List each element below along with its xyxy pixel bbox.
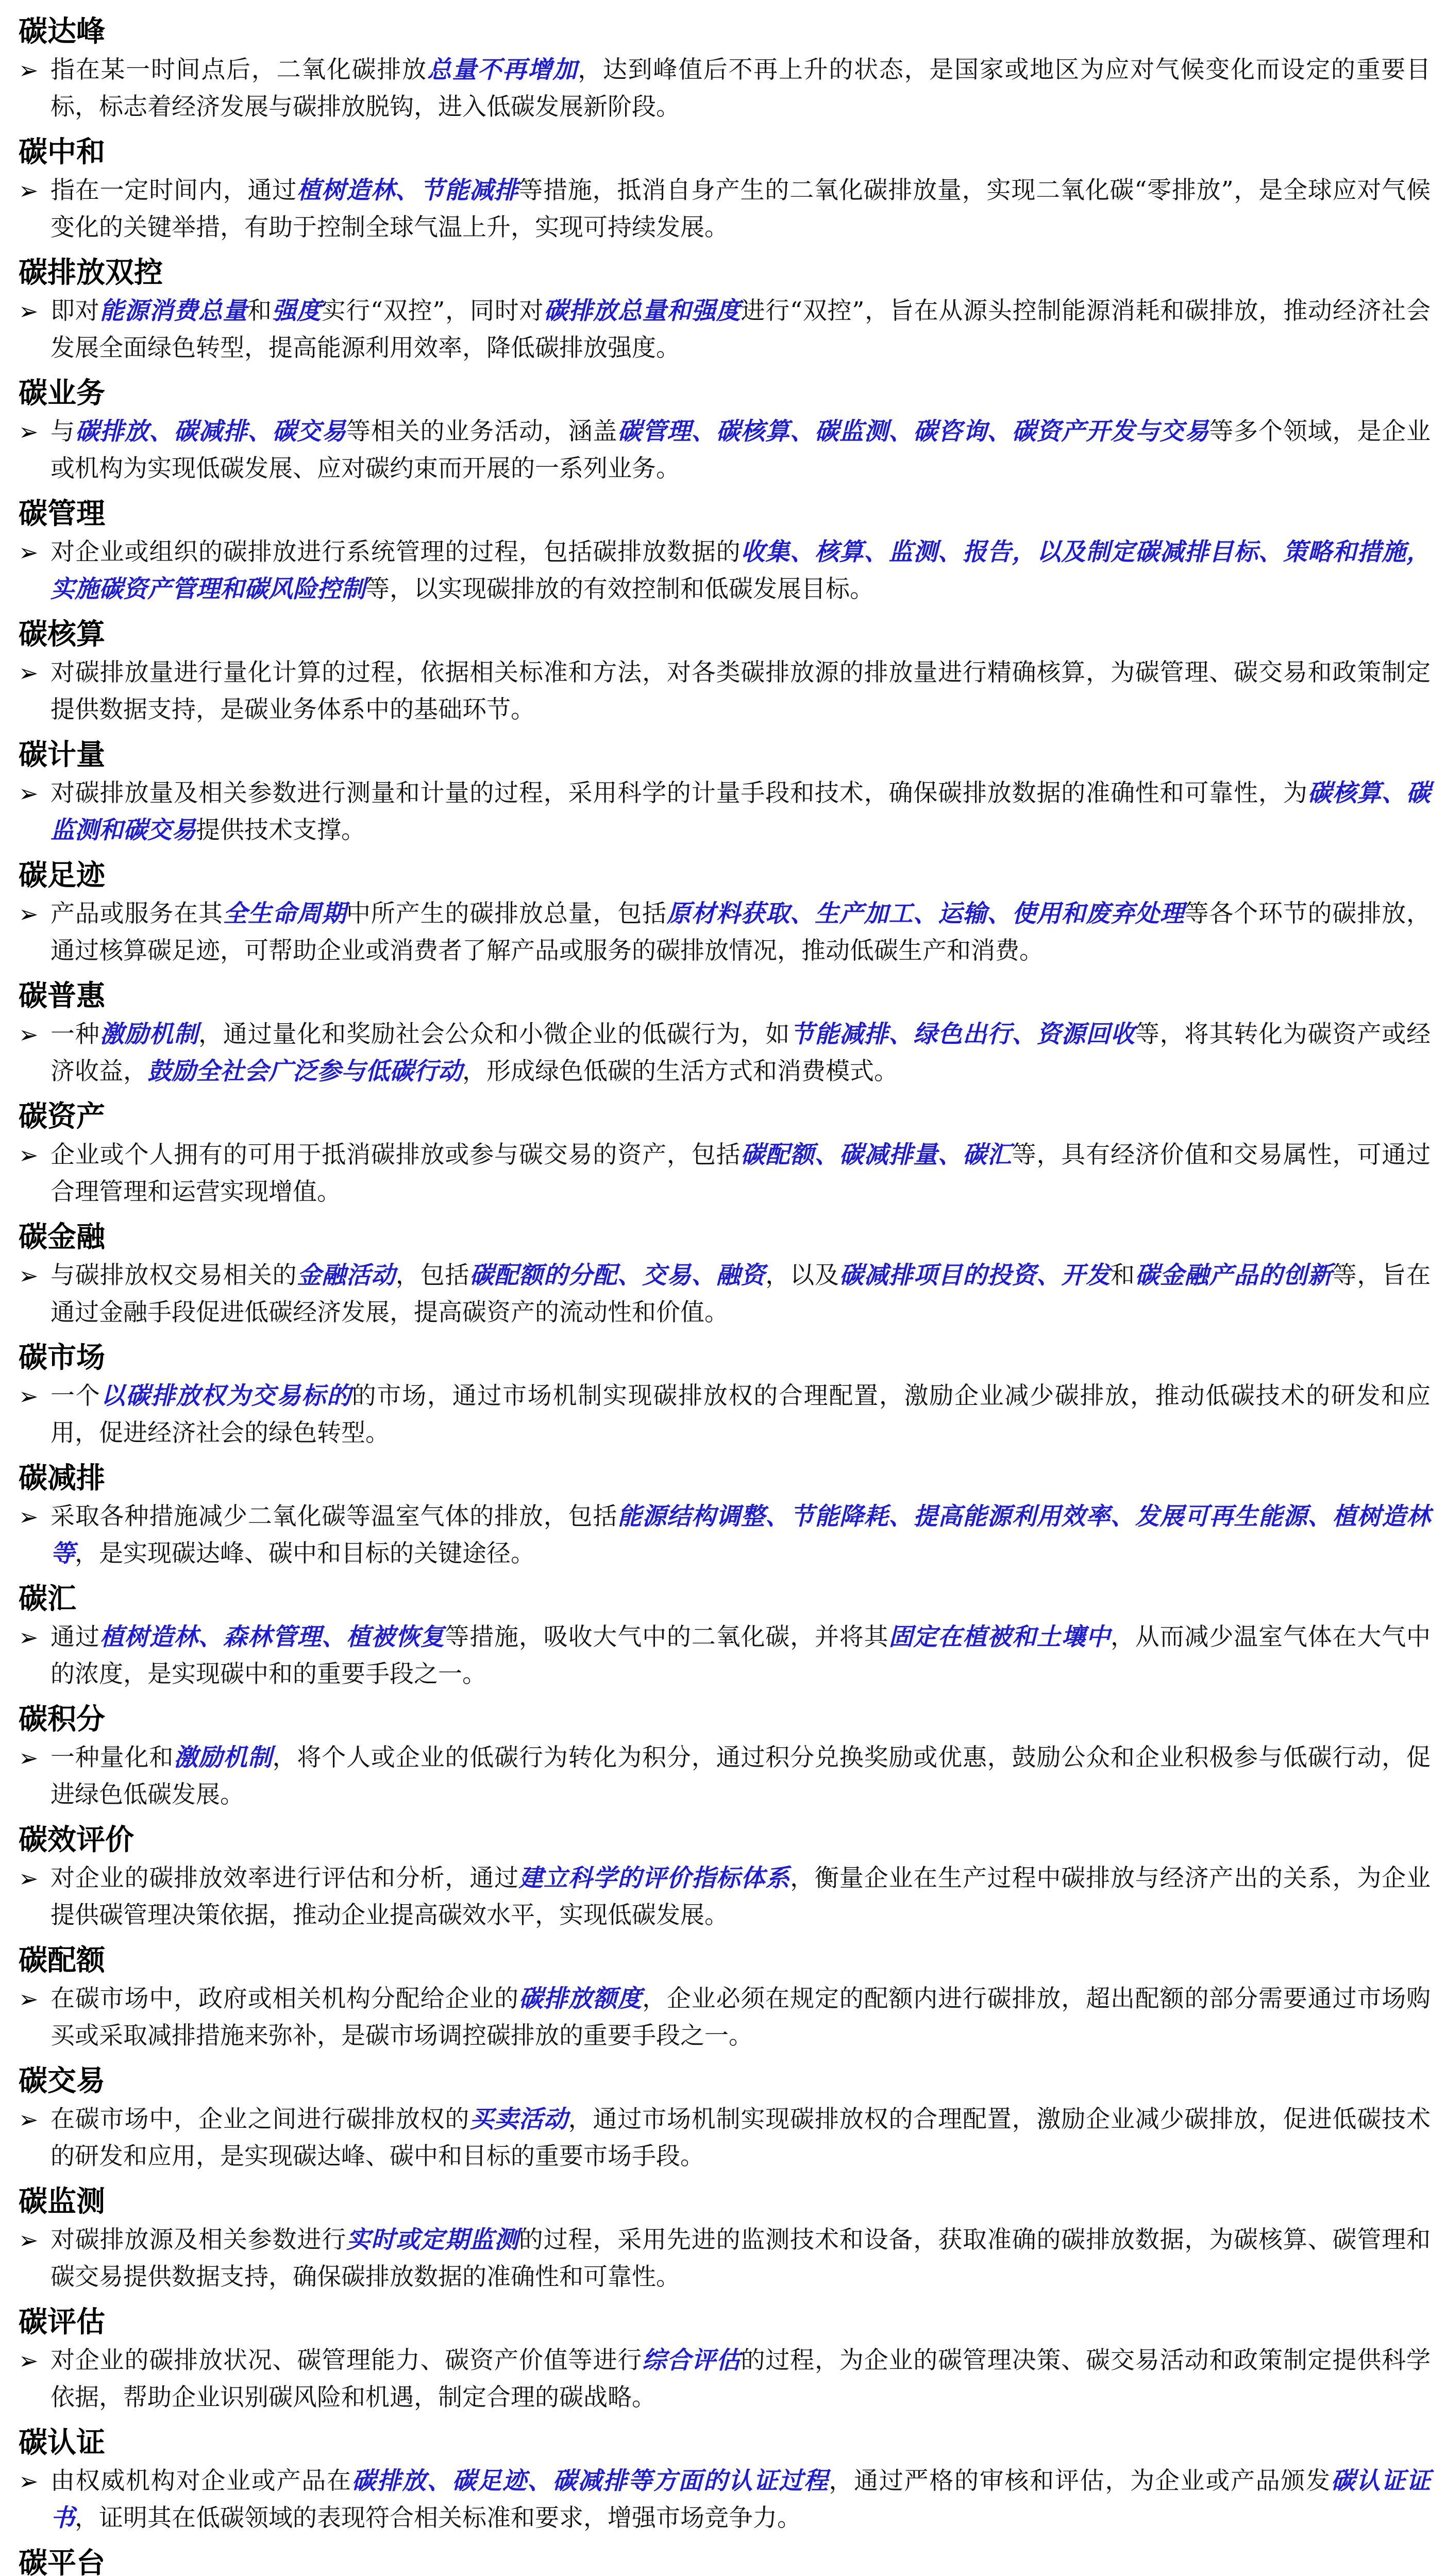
highlighted-phrase: 鼓励全社会广泛参与低碳行动 bbox=[147, 1057, 462, 1086]
description-text: 在碳市场中，政府或相关机构分配给企业的 bbox=[51, 1985, 519, 2013]
description-text: 等多个领域，是企业或机构为实现低碳发展、应对碳约束而开展的一系列业务。 bbox=[51, 417, 1431, 483]
highlighted-phrase: 强度 bbox=[272, 297, 322, 325]
term-heading: 碳汇 bbox=[19, 1582, 76, 1616]
arrow-bullet-icon: ➢ bbox=[19, 1865, 39, 1892]
highlighted-phrase: 碳减排项目的投资、开发 bbox=[839, 1261, 1111, 1290]
definition-row bbox=[19, 1257, 1431, 1331]
arrow-bullet-icon: ➢ bbox=[19, 659, 39, 687]
term-heading: 碳金融 bbox=[19, 1221, 105, 1254]
description-text: 等各个环节的碳排放，通过核算碳足迹，可帮助企业或消费者了解产品或服务的碳排放情况，推动低碳生产和消费。 bbox=[51, 900, 1431, 965]
glossary-entry bbox=[19, 495, 1431, 608]
term-heading: 碳监测 bbox=[19, 2185, 105, 2218]
description-text: ，衡量企业在生产过程中碳排放与经济产出的关系，为企业提供碳管理决策依据，推动企业提高碳效水平，实现低碳发展。 bbox=[51, 1864, 1431, 1929]
definition-text bbox=[51, 534, 1431, 608]
definition-text bbox=[51, 1980, 1431, 2055]
highlighted-phrase: 碳排放额度 bbox=[518, 1985, 643, 2013]
highlighted-phrase: 激励机制 bbox=[174, 1743, 273, 1772]
definition-text bbox=[51, 2463, 1431, 2537]
term-heading: 碳中和 bbox=[19, 135, 105, 169]
description-text: 即对 bbox=[51, 297, 100, 325]
highlighted-phrase: 固定在植被和土壤中 bbox=[888, 1623, 1111, 1651]
description-text: 的过程，采用先进的监测技术和设备，获取准确的碳排放数据，为碳核算、碳管理和碳交易提供数据支持，确保碳排放数据的准确性和可靠性。 bbox=[51, 2226, 1431, 2291]
definition-row bbox=[19, 1980, 1431, 2055]
term-heading: 碳足迹 bbox=[19, 859, 105, 892]
description-text: ，企业必须在规定的配额内进行碳排放，超出配额的部分需要通过市场购买或采取减排措施来弥补，是碳市场调控碳排放的重要手段之一。 bbox=[51, 1985, 1431, 2050]
glossary-page bbox=[19, 5, 1431, 2576]
term-heading: 碳交易 bbox=[19, 2064, 105, 2098]
definition-text bbox=[51, 2222, 1431, 2296]
description-text: 的过程，为企业的碳管理决策、碳交易活动和政策制定提供科学依据，帮助企业识别碳风险和机遇，制定合理的碳战略。 bbox=[51, 2346, 1431, 2412]
highlighted-phrase: 碳核算、碳监测和碳交易 bbox=[51, 779, 1431, 844]
highlighted-phrase: 节能减排、绿色出行、资源回收 bbox=[790, 1020, 1135, 1048]
definition-text bbox=[51, 1016, 1431, 1090]
description-text: 产品或服务在其 bbox=[51, 900, 223, 928]
arrow-bullet-icon: ➢ bbox=[19, 1503, 39, 1531]
arrow-bullet-icon: ➢ bbox=[19, 56, 39, 84]
glossary-entry bbox=[19, 2182, 1431, 2296]
definition-row bbox=[19, 895, 1431, 970]
description-text: 一种 bbox=[51, 1020, 100, 1048]
term-heading: 碳评估 bbox=[19, 2306, 105, 2339]
definition-row bbox=[19, 172, 1431, 246]
description-text: ，证明其在低碳领域的表现符合相关标准和要求，增强市场竞争力。 bbox=[75, 2504, 801, 2532]
definition-text bbox=[51, 1137, 1431, 1211]
highlighted-phrase: 碳排放、碳减排、碳交易 bbox=[75, 417, 347, 446]
description-text: 中所产生的碳排放总量，包括 bbox=[346, 900, 667, 928]
glossary-entry bbox=[19, 2544, 1431, 2576]
definition-text bbox=[51, 1739, 1431, 1814]
glossary-entry bbox=[19, 1700, 1431, 1814]
term-heading: 碳市场 bbox=[19, 1341, 105, 1375]
glossary-entry bbox=[19, 1941, 1431, 2055]
arrow-bullet-icon: ➢ bbox=[19, 538, 39, 566]
arrow-bullet-icon: ➢ bbox=[19, 1985, 39, 2013]
arrow-bullet-icon: ➢ bbox=[19, 1744, 39, 1772]
arrow-bullet-icon: ➢ bbox=[19, 1021, 39, 1048]
glossary-entry bbox=[19, 2062, 1431, 2175]
description-text: 与 bbox=[51, 417, 75, 446]
term-heading: 碳排放双控 bbox=[19, 256, 163, 290]
description-text: ，通过量化和奖励社会公众和小微企业的低碳行为，如 bbox=[198, 1020, 791, 1048]
glossary-entry bbox=[19, 736, 1431, 849]
definition-row bbox=[19, 2101, 1431, 2175]
highlighted-phrase: 实时或定期监测 bbox=[346, 2226, 519, 2254]
arrow-bullet-icon: ➢ bbox=[19, 900, 39, 928]
definition-row bbox=[19, 1860, 1431, 1934]
description-text: ，达到峰值后不再上升的状态，是国家或地区为应对气候变化而设定的重要目标，标志着经济发展与碳排放脱钩，进入低碳发展新阶段。 bbox=[51, 56, 1431, 121]
description-text: 采取各种措施减少二氧化碳等温室气体的排放，包括 bbox=[51, 1502, 618, 1531]
highlighted-phrase: 碳管理、碳核算、碳监测、碳咨询、碳资产开发与交易 bbox=[617, 417, 1209, 446]
definition-text bbox=[51, 172, 1431, 246]
description-text: ，将个人或企业的低碳行为转化为积分，通过积分兑换奖励或优惠，鼓励公众和企业积极参与低碳行动，促进绿色低碳发展。 bbox=[51, 1743, 1431, 1809]
definition-text bbox=[51, 1498, 1431, 1572]
description-text: 指在一定时间内，通过 bbox=[51, 176, 297, 205]
highlighted-phrase: 原材料获取、生产加工、运输、使用和废弃处理 bbox=[666, 900, 1185, 928]
highlighted-phrase: 植树造林、节能减排 bbox=[297, 176, 519, 205]
definition-row bbox=[19, 2342, 1431, 2416]
arrow-bullet-icon: ➢ bbox=[19, 2106, 39, 2133]
term-heading: 碳积分 bbox=[19, 1703, 105, 1736]
definition-text bbox=[51, 1378, 1431, 1452]
glossary-entry bbox=[19, 374, 1431, 487]
glossary-entry bbox=[19, 253, 1431, 367]
arrow-bullet-icon: ➢ bbox=[19, 1262, 39, 1290]
description-text: 实行“双控”，同时对 bbox=[321, 297, 544, 325]
definition-row bbox=[19, 1378, 1431, 1452]
arrow-bullet-icon: ➢ bbox=[19, 1623, 39, 1651]
term-heading: 碳达峰 bbox=[19, 15, 105, 48]
highlighted-phrase: 能源结构调整、节能降耗、提高能源利用效率、发展可再生能源、植树造林等 bbox=[51, 1502, 1431, 1568]
highlighted-phrase: 金融活动 bbox=[297, 1261, 396, 1290]
definition-text bbox=[51, 1257, 1431, 1331]
glossary-entry bbox=[19, 2303, 1431, 2416]
definition-row bbox=[19, 2463, 1431, 2537]
definition-row bbox=[19, 52, 1431, 126]
highlighted-phrase: 碳配额的分配、交易、融资 bbox=[469, 1261, 766, 1290]
description-text: 等措施，抵消自身产生的二氧化碳排放量，实现二氧化碳“零排放”，是全球应对气候变化的关键举措，有助于控制全球气温上升，实现可持续发展。 bbox=[51, 176, 1431, 242]
description-text: 指在某一时间点后，二氧化碳排放 bbox=[51, 56, 427, 84]
description-text: 对碳排放量及相关参数进行测量和计量的过程，采用科学的计量手段和技术，确保碳排放数据的准确性和可靠性，为 bbox=[51, 779, 1308, 807]
glossary-entry bbox=[19, 977, 1431, 1090]
description-text: ，是实现碳达峰、碳中和目标的关键途径。 bbox=[75, 1539, 535, 1568]
definition-text bbox=[51, 413, 1431, 487]
definition-text bbox=[51, 1619, 1431, 1693]
definition-row bbox=[19, 1137, 1431, 1211]
arrow-bullet-icon: ➢ bbox=[19, 1382, 39, 1410]
glossary-entry bbox=[19, 2424, 1431, 2537]
description-text: 和 bbox=[1111, 1261, 1135, 1290]
description-text: 在碳市场中，企业之间进行碳排放权的 bbox=[51, 2105, 470, 2133]
definition-row bbox=[19, 293, 1431, 367]
arrow-bullet-icon: ➢ bbox=[19, 418, 39, 446]
highlighted-phrase: 收集、核算、监测、报告，以及制定碳减排目标、策略和措施，实施碳资产管理和碳风险控制 bbox=[51, 538, 1431, 603]
term-heading: 碳管理 bbox=[19, 497, 105, 531]
definition-text bbox=[51, 895, 1431, 970]
glossary-entry bbox=[19, 1580, 1431, 1693]
definition-row bbox=[19, 1498, 1431, 1572]
description-text: 对碳排放量进行量化计算的过程，依据相关标准和方法，对各类碳排放源的排放量进行精确核算，为碳管理、碳交易和政策制定提供数据支持，是碳业务体系中的基础环节。 bbox=[51, 658, 1431, 724]
arrow-bullet-icon: ➢ bbox=[19, 2467, 39, 2495]
arrow-bullet-icon: ➢ bbox=[19, 2226, 39, 2254]
description-text: 与碳排放权交易相关的 bbox=[51, 1261, 297, 1290]
glossary-entry bbox=[19, 856, 1431, 970]
term-heading: 碳计量 bbox=[19, 738, 105, 772]
highlighted-phrase: 综合评估 bbox=[642, 2346, 741, 2375]
description-text: 企业或个人拥有的可用于抵消碳排放或参与碳交易的资产，包括 bbox=[51, 1141, 741, 1169]
arrow-bullet-icon: ➢ bbox=[19, 2347, 39, 2375]
term-heading: 碳普惠 bbox=[19, 979, 105, 1013]
definition-row bbox=[19, 1739, 1431, 1814]
description-text: 和 bbox=[247, 297, 272, 325]
definition-row bbox=[19, 775, 1431, 849]
description-text: 等，具有经济价值和交易属性，可通过合理管理和运营实现增值。 bbox=[51, 1141, 1431, 1206]
highlighted-phrase: 全生命周期 bbox=[223, 900, 347, 928]
arrow-bullet-icon: ➢ bbox=[19, 779, 39, 807]
highlighted-phrase: 碳配额、碳减排量、碳汇 bbox=[741, 1141, 1012, 1169]
term-heading: 碳业务 bbox=[19, 377, 105, 410]
description-text: 对企业或组织的碳排放进行系统管理的过程，包括碳排放数据的 bbox=[51, 538, 741, 566]
description-text: ，形成绿色低碳的生活方式和消费模式。 bbox=[462, 1057, 898, 1086]
description-text: 通过 bbox=[51, 1623, 100, 1651]
description-text: 等措施，吸收大气中的二氧化碳，并将其 bbox=[445, 1623, 889, 1651]
highlighted-phrase: 以碳排放权为交易标的 bbox=[100, 1382, 352, 1410]
description-text: ，包括 bbox=[395, 1261, 470, 1290]
description-text: 一种量化和 bbox=[51, 1743, 174, 1772]
description-text: 等相关的业务活动，涵盖 bbox=[346, 417, 618, 446]
highlighted-phrase: 激励机制 bbox=[99, 1020, 199, 1048]
glossary-entry bbox=[19, 1097, 1431, 1211]
description-text: 由权威机构对企业或产品在 bbox=[51, 2467, 352, 2495]
definition-text bbox=[51, 2342, 1431, 2416]
definition-row bbox=[19, 534, 1431, 608]
definition-text bbox=[51, 2101, 1431, 2175]
description-text: 对企业的碳排放效率进行评估和分析，通过 bbox=[51, 1864, 519, 1892]
term-heading: 碳配额 bbox=[19, 1944, 105, 1977]
highlighted-phrase: 碳排放总量和强度 bbox=[544, 297, 741, 325]
definition-row bbox=[19, 654, 1431, 728]
description-text: ，从而减少温室气体在大气中的浓度，是实现碳中和的重要手段之一。 bbox=[51, 1623, 1431, 1688]
term-heading: 碳平台 bbox=[19, 2547, 105, 2576]
definition-row bbox=[19, 1619, 1431, 1693]
glossary-entry bbox=[19, 12, 1431, 126]
description-text: ，通过严格的审核和评估，为企业或产品颁发 bbox=[829, 2467, 1331, 2495]
term-heading: 碳效评价 bbox=[19, 1823, 134, 1857]
description-text: 一个 bbox=[51, 1382, 101, 1410]
highlighted-phrase: 碳排放、碳足迹、碳减排等方面的认证过程 bbox=[351, 2467, 829, 2495]
definition-row bbox=[19, 1016, 1431, 1090]
description-text: 进行“双控”，旨在从源头控制能源消耗和碳排放，推动经济社会发展全面绿色转型，提高能源利用效率，降低碳排放强度。 bbox=[51, 297, 1431, 362]
arrow-bullet-icon: ➢ bbox=[19, 177, 39, 205]
highlighted-phrase: 能源消费总量 bbox=[99, 297, 248, 325]
definition-text bbox=[51, 52, 1431, 126]
highlighted-phrase: 碳认证证书 bbox=[51, 2467, 1431, 2532]
definition-row bbox=[19, 413, 1431, 487]
term-heading: 碳减排 bbox=[19, 1462, 105, 1495]
definition-text bbox=[51, 1860, 1431, 1934]
definition-text bbox=[51, 654, 1431, 728]
highlighted-phrase: 碳金融产品的创新 bbox=[1135, 1261, 1333, 1290]
glossary-entry bbox=[19, 1459, 1431, 1572]
highlighted-phrase: 总量不再增加 bbox=[427, 56, 578, 84]
highlighted-phrase: 植树造林、森林管理、植被恢复 bbox=[99, 1623, 445, 1651]
description-text: 等，旨在通过金融手段促进低碳经济发展，提高碳资产的流动性和价值。 bbox=[51, 1261, 1431, 1327]
term-heading: 碳核算 bbox=[19, 618, 105, 651]
glossary-entry bbox=[19, 1218, 1431, 1331]
description-text: 对企业的碳排放状况、碳管理能力、碳资产价值等进行 bbox=[51, 2346, 643, 2375]
definition-row bbox=[19, 2222, 1431, 2296]
term-heading: 碳认证 bbox=[19, 2426, 105, 2460]
glossary-entry bbox=[19, 1821, 1431, 1934]
description-text: 提供技术支撑。 bbox=[196, 816, 365, 844]
term-heading: 碳资产 bbox=[19, 1100, 105, 1133]
description-text: ，以及 bbox=[765, 1261, 839, 1290]
glossary-entry bbox=[19, 133, 1431, 246]
description-text: 的市场，通过市场机制实现碳排放权的合理配置，激励企业减少碳排放，推动低碳技术的研发和应用，促进经济社会的绿色转型。 bbox=[51, 1382, 1431, 1447]
definition-text bbox=[51, 293, 1431, 367]
arrow-bullet-icon: ➢ bbox=[19, 1141, 39, 1169]
glossary-entries bbox=[19, 12, 1431, 2576]
description-text: 等，以实现碳排放的有效控制和低碳发展目标。 bbox=[365, 575, 874, 603]
highlighted-phrase: 买卖活动 bbox=[469, 2105, 568, 2133]
description-text: ，通过市场机制实现碳排放权的合理配置，激励企业减少碳排放，促进低碳技术的研发和应用，是实现碳达峰、碳中和目标的重要市场手段。 bbox=[51, 2105, 1431, 2171]
glossary-entry bbox=[19, 615, 1431, 728]
definition-text bbox=[51, 775, 1431, 849]
highlighted-phrase: 建立科学的评价指标体系 bbox=[518, 1864, 791, 1892]
description-text: 等，将其转化为碳资产或经济收益， bbox=[51, 1020, 1431, 1086]
description-text: 对碳排放源及相关参数进行 bbox=[51, 2226, 347, 2254]
arrow-bullet-icon: ➢ bbox=[19, 297, 39, 325]
glossary-entry bbox=[19, 1338, 1431, 1452]
